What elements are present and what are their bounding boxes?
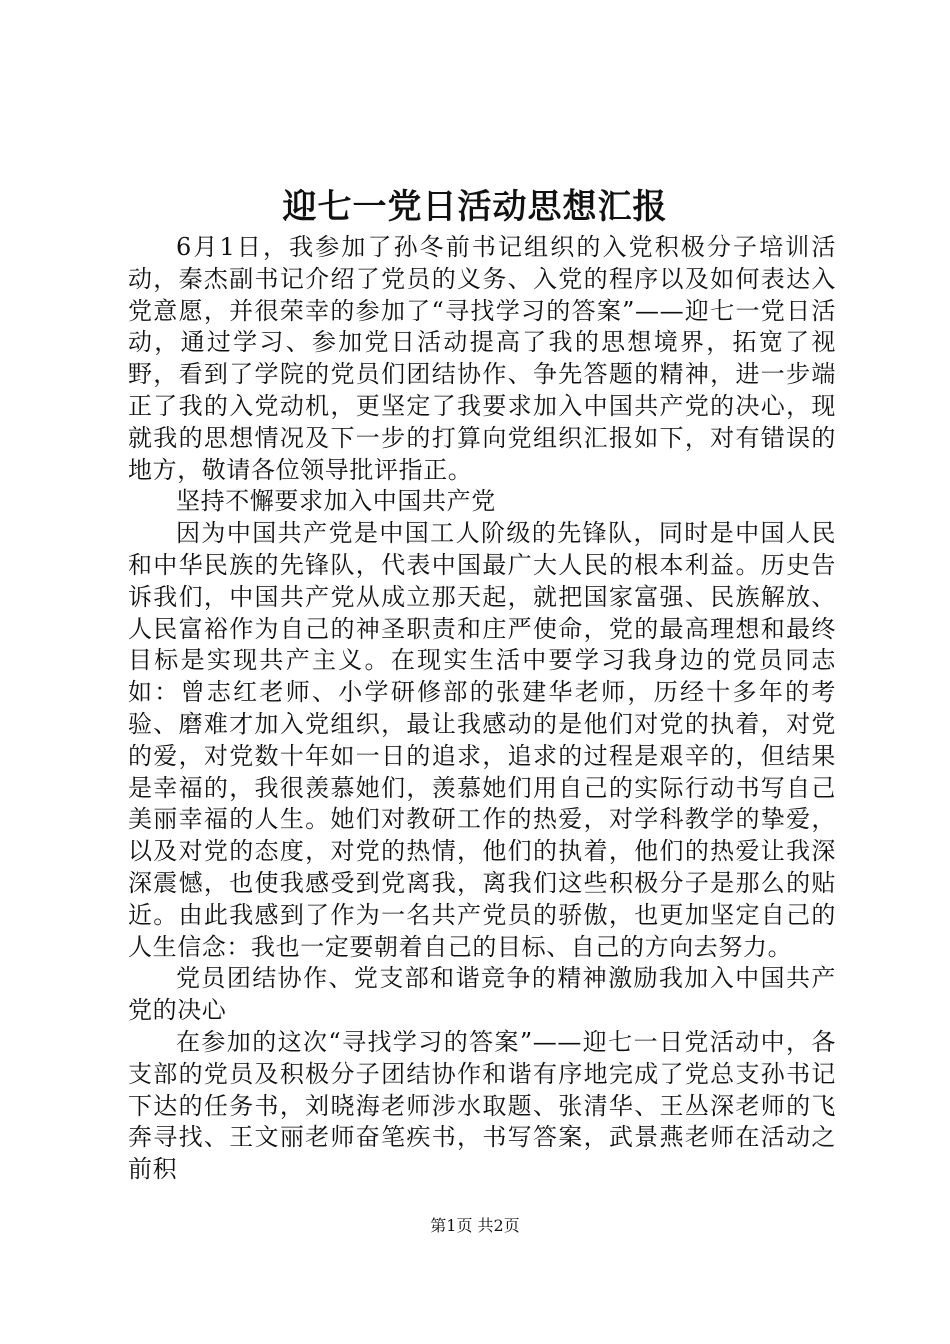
page-number-footer: 第1页 共2页 (430, 1216, 520, 1235)
document-body (128, 232, 836, 1186)
section-heading-2: 党员团结协作、党支部和谐竞争的精神激励我加入中国共产党的决心 (128, 964, 836, 1025)
paragraph-party-vanguard: 因为中国共产党是中国工人阶级的先锋队，同时是中国人民和中华民族的先锋队，代表中国最广大人民的根本利益。历史告诉我们，中国共产党从成立那天起，就把国家富强、民族解放、人民富裕作为自己的神圣职责和庄严使命，党的最高理想和最终目标是实现共产主义。在现实生活中要学习我身边的党员同志如：曾志红老师、小学研修部的张建华老师，历经十多年的考验、磨难才加入党组织，最让我感动的是他们对党的执着，对党的爱，对党数十年如一日的追求，追求的过程是艰辛的，但结果是幸福的，我很羡慕她们，羡慕她们用自己的实际行动书写自己美丽幸福的人生。她们对教研工作的热爱，对学科教学的挚爱，以及对党的态度，对党的热情，他们的执着，他们的热爱让我深深震憾，也使我感受到党离我，离我们这些积极分子是那么的贴近。由此我感到了作为一名共产党员的骄傲，也更加坚定自己的人生信念：我也一定要朝着自己的目标、自己的方向去努力。 (128, 519, 836, 961)
paragraph-intro: 6月1日，我参加了孙冬前书记组织的入党积极分子培训活动，秦杰副书记介绍了党员的义务、入党的程序以及如何表达入党意愿，并很荣幸的参加了“寻找学习的答案”——迎七一党日活动，通过学习、参加党日活动提高了我的思想境界，拓宽了视野，看到了学院的党员们团结协作、争先答题的精神，进一步端正了我的入党动机，更坚定了我要求加入中国共产党的决心，现就我的思想情况及下一步的打算向党组织汇报如下，对有错误的地方，敬请各位领导批评指正。 (128, 233, 836, 484)
paragraph-activity: 在参加的这次“寻找学习的答案”——迎七一日党活动中，各支部的党员及积极分子团结协作和谐有序地完成了党总支孙书记下达的任务书，刘晓海老师涉水取题、张清华、王丛深老师的飞奔寻找、王文丽老师奋笔疾书，书写答案，武景燕老师在活动之前积 (128, 1027, 836, 1184)
section-heading-1: 坚持不懈要求加入中国共产党 (176, 487, 496, 516)
document-title: 迎七一党日活动思想汇报 (282, 187, 668, 227)
